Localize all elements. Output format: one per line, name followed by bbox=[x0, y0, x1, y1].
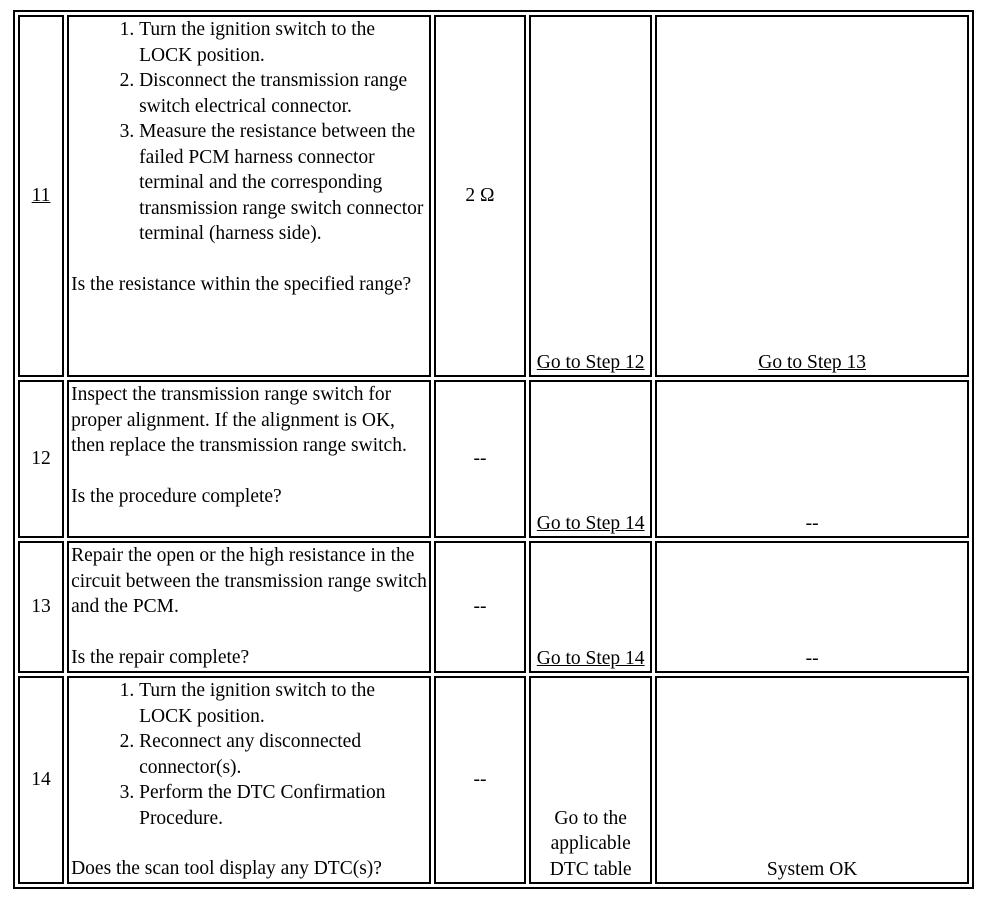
no-cell bbox=[655, 380, 969, 538]
action-text: Inspect the transmission range switch for proper alignment. If the alignment is OK, then replace the transmission range switch. bbox=[71, 384, 407, 456]
step-number: 13 bbox=[31, 596, 51, 618]
question-text: Is the repair complete? bbox=[71, 646, 250, 668]
step-number-cell bbox=[18, 541, 64, 673]
go-to-step-14-link[interactable]: Go to Step 14 bbox=[536, 512, 645, 534]
step-number-cell bbox=[18, 676, 64, 884]
step-number: 12 bbox=[31, 448, 51, 470]
question-text: Is the resistance within the specified range? bbox=[71, 273, 412, 295]
table-row bbox=[18, 676, 969, 884]
action-steps-list bbox=[71, 678, 427, 831]
yes-cell bbox=[529, 380, 652, 538]
specified-value: -- bbox=[473, 448, 487, 470]
value-cell bbox=[434, 15, 526, 377]
step-11-link[interactable]: 11 bbox=[31, 185, 51, 207]
no-value: -- bbox=[805, 512, 819, 534]
action-text: Repair the open or the high resistance in the circuit between the transmission range switch and the PCM. bbox=[71, 545, 427, 617]
specified-value: -- bbox=[473, 596, 487, 618]
action-cell bbox=[67, 15, 431, 377]
specified-value: 2 Ω bbox=[465, 185, 495, 207]
value-cell bbox=[434, 541, 526, 673]
yes-value: Go to the applicable DTC table bbox=[549, 807, 632, 880]
go-to-step-14-link[interactable]: Go to Step 14 bbox=[536, 647, 645, 669]
step-number-cell bbox=[18, 15, 64, 377]
action-step: 1. Turn the ignition switch to the LOCK position. bbox=[139, 17, 427, 68]
no-cell bbox=[655, 541, 969, 673]
action-step: 2. Disconnect the transmission range switch electrical connector. bbox=[139, 68, 427, 119]
specified-value: -- bbox=[473, 769, 487, 791]
step-number: 14 bbox=[31, 769, 51, 791]
no-cell bbox=[655, 15, 969, 377]
table-row bbox=[18, 541, 969, 673]
action-step: 2. Reconnect any disconnected connector(s). bbox=[139, 729, 427, 780]
step-number-cell bbox=[18, 380, 64, 538]
yes-cell bbox=[529, 15, 652, 377]
table-row bbox=[18, 15, 969, 377]
diagnostic-table bbox=[13, 10, 974, 889]
value-cell bbox=[434, 380, 526, 538]
no-value: -- bbox=[805, 647, 819, 669]
action-cell bbox=[67, 676, 431, 884]
action-steps-list bbox=[71, 17, 427, 247]
no-value: System OK bbox=[766, 858, 858, 880]
action-cell bbox=[67, 380, 431, 538]
no-cell bbox=[655, 676, 969, 884]
action-step: 3. Perform the DTC Confirmation Procedure. bbox=[139, 780, 427, 831]
table-row bbox=[18, 380, 969, 538]
go-to-step-12-link[interactable]: Go to Step 12 bbox=[536, 351, 645, 373]
yes-cell bbox=[529, 541, 652, 673]
value-cell bbox=[434, 676, 526, 884]
question-text: Is the procedure complete? bbox=[71, 485, 282, 507]
yes-cell bbox=[529, 676, 652, 884]
action-step: 1. Turn the ignition switch to the LOCK position. bbox=[139, 678, 427, 729]
action-step: 3. Measure the resistance between the failed PCM harness connector terminal and the corresponding transmission range switch connector terminal (harness side). bbox=[139, 119, 427, 247]
action-cell bbox=[67, 541, 431, 673]
go-to-step-13-link[interactable]: Go to Step 13 bbox=[758, 351, 867, 373]
question-text: Does the scan tool display any DTC(s)? bbox=[71, 858, 382, 879]
